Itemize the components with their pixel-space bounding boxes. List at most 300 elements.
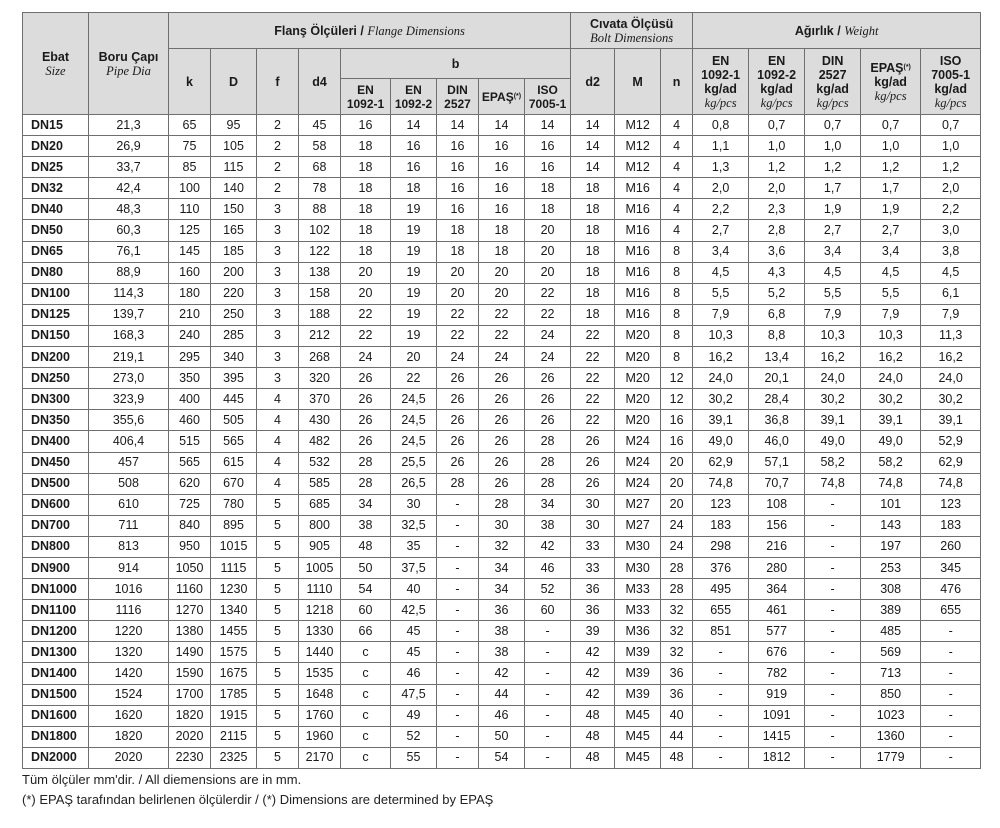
table-cell: 18: [341, 157, 391, 178]
table-cell: 123: [693, 494, 749, 515]
table-cell: 670: [211, 473, 257, 494]
table-cell: 36: [479, 600, 525, 621]
table-cell: 1820: [169, 705, 211, 726]
header-f: f: [257, 49, 299, 115]
table-cell: 95: [211, 115, 257, 136]
note-epas: (*) EPAŞ tarafından belirlenen ölçülerdir / (*) Dimensions are determined by EPAŞ: [22, 792, 494, 807]
table-cell: 19: [391, 304, 437, 325]
table-cell: 7,9: [693, 304, 749, 325]
table-cell: 24: [525, 347, 571, 368]
table-cell: 5: [257, 557, 299, 578]
table-cell: 60: [341, 600, 391, 621]
table-row: [23, 283, 981, 304]
table-row: [23, 178, 981, 199]
table-cell: 460: [169, 410, 211, 431]
table-row: [23, 410, 981, 431]
table-cell: 19: [391, 325, 437, 346]
table-cell: 10,3: [693, 325, 749, 346]
table-cell: 26: [341, 431, 391, 452]
table-cell: 34: [479, 579, 525, 600]
table-cell: 183: [693, 515, 749, 536]
table-cell: 156: [749, 515, 805, 536]
table-cell: 1524: [89, 684, 169, 705]
table-cell: 364: [749, 579, 805, 600]
table-cell: 210: [169, 304, 211, 325]
table-cell: 26: [437, 368, 479, 389]
table-cell: 3: [257, 347, 299, 368]
w-col-4-l1: EPAŞ: [870, 60, 904, 75]
table-cell: 32: [661, 621, 693, 642]
w-col-5-l1: ISO: [939, 53, 962, 68]
cell-size: DN300: [23, 389, 89, 410]
table-cell: 16: [479, 178, 525, 199]
table-cell: 18: [341, 178, 391, 199]
table-cell: 4: [661, 157, 693, 178]
table-cell: 16: [479, 136, 525, 157]
table-cell: M16: [615, 220, 661, 241]
table-cell: 44: [661, 726, 693, 747]
table-cell: 914: [89, 557, 169, 578]
table-cell: 3: [257, 325, 299, 346]
table-cell: 610: [89, 494, 169, 515]
table-cell: 5,5: [805, 283, 861, 304]
table-cell: 28: [661, 557, 693, 578]
table-cell: 711: [89, 515, 169, 536]
table-cell: 48: [661, 747, 693, 768]
table-cell: 24,0: [805, 368, 861, 389]
table-cell: 1779: [861, 747, 921, 768]
table-cell: 42: [571, 663, 615, 684]
cell-size: DN1100: [23, 600, 89, 621]
table-cell: 5: [257, 536, 299, 557]
header-D: D: [211, 49, 257, 115]
table-cell: 16,2: [693, 347, 749, 368]
table-cell: 22: [341, 325, 391, 346]
table-cell: 18: [571, 262, 615, 283]
table-row: [23, 157, 981, 178]
header-size-tr: Ebat: [41, 49, 70, 64]
table-row: [23, 368, 981, 389]
table-cell: 8: [661, 241, 693, 262]
cell-size: DN350: [23, 410, 89, 431]
table-cell: 5: [257, 515, 299, 536]
table-cell: 7,9: [805, 304, 861, 325]
table-cell: 615: [211, 452, 257, 473]
table-cell: 1023: [861, 705, 921, 726]
table-cell: 26: [479, 473, 525, 494]
table-cell: 28: [341, 473, 391, 494]
table-cell: 655: [693, 600, 749, 621]
table-cell: -: [921, 705, 981, 726]
header-size: [23, 13, 89, 115]
table-cell: 33: [571, 557, 615, 578]
table-cell: 48: [571, 726, 615, 747]
table-cell: -: [805, 663, 861, 684]
flange-table-container: [22, 12, 980, 769]
table-cell: 1620: [89, 705, 169, 726]
table-cell: 22: [571, 410, 615, 431]
table-cell: 20: [479, 262, 525, 283]
table-cell: 24,0: [693, 368, 749, 389]
table-cell: 4,5: [693, 262, 749, 283]
header-weight-col-1: [693, 49, 749, 115]
table-row: [23, 600, 981, 621]
table-cell: 14: [479, 115, 525, 136]
table-cell: 26: [437, 452, 479, 473]
table-cell: 18: [571, 220, 615, 241]
table-cell: 76,1: [89, 241, 169, 262]
table-cell: 5: [257, 663, 299, 684]
header-d4: d4: [299, 49, 341, 115]
table-cell: -: [805, 621, 861, 642]
table-cell: -: [805, 600, 861, 621]
table-cell: 376: [693, 557, 749, 578]
table-cell: M24: [615, 452, 661, 473]
table-cell: M39: [615, 684, 661, 705]
table-cell: 26: [479, 368, 525, 389]
table-cell: 3,6: [749, 241, 805, 262]
table-cell: 12: [661, 389, 693, 410]
table-cell: 5: [257, 726, 299, 747]
table-cell: 12: [661, 368, 693, 389]
header-size-en: Size: [45, 63, 66, 78]
table-header: [23, 13, 981, 115]
table-cell: 46: [525, 557, 571, 578]
table-cell: 713: [861, 663, 921, 684]
table-cell: -: [921, 642, 981, 663]
table-cell: 1590: [169, 663, 211, 684]
table-cell: 515: [169, 431, 211, 452]
cell-size: DN800: [23, 536, 89, 557]
table-cell: 32: [661, 642, 693, 663]
table-cell: 30,2: [693, 389, 749, 410]
table-cell: -: [437, 621, 479, 642]
table-cell: M20: [615, 325, 661, 346]
table-cell: 485: [861, 621, 921, 642]
table-cell: 4,5: [921, 262, 981, 283]
table-cell: 48: [571, 705, 615, 726]
table-cell: 19: [391, 283, 437, 304]
table-cell: 70,7: [749, 473, 805, 494]
table-cell: 42: [571, 684, 615, 705]
table-row: [23, 452, 981, 473]
table-cell: -: [693, 684, 749, 705]
table-cell: 34: [341, 494, 391, 515]
table-cell: 2: [257, 157, 299, 178]
table-cell: 851: [693, 621, 749, 642]
table-cell: 19: [391, 241, 437, 262]
table-cell: 19: [391, 262, 437, 283]
table-cell: 1,0: [861, 136, 921, 157]
table-cell: 46: [479, 705, 525, 726]
table-cell: 21,3: [89, 115, 169, 136]
table-cell: 1455: [211, 621, 257, 642]
table-cell: 55: [391, 747, 437, 768]
table-cell: 1,7: [861, 178, 921, 199]
table-cell: 7,9: [921, 304, 981, 325]
header-weight-col-3: [805, 49, 861, 115]
table-cell: 30,2: [861, 389, 921, 410]
table-cell: 28: [437, 473, 479, 494]
table-cell: 26: [571, 473, 615, 494]
cell-size: DN40: [23, 199, 89, 220]
header-weight-col-2: [749, 49, 805, 115]
table-cell: 20: [437, 262, 479, 283]
table-cell: 430: [299, 410, 341, 431]
table-cell: 24,5: [391, 410, 437, 431]
table-cell: 40: [661, 705, 693, 726]
table-cell: 26: [525, 368, 571, 389]
table-cell: 188: [299, 304, 341, 325]
table-cell: 26: [571, 452, 615, 473]
table-cell: 0,8: [693, 115, 749, 136]
table-cell: -: [805, 684, 861, 705]
table-cell: 46,0: [749, 431, 805, 452]
table-cell: 22: [571, 389, 615, 410]
b-col-5-l2: 7005-1: [528, 96, 567, 111]
b-col-2-l2: 1092-2: [394, 96, 433, 111]
table-cell: 1440: [299, 642, 341, 663]
table-cell: 3,4: [693, 241, 749, 262]
table-row: [23, 515, 981, 536]
table-cell: M20: [615, 347, 661, 368]
table-cell: 2: [257, 115, 299, 136]
table-cell: 26: [341, 368, 391, 389]
table-cell: 10,3: [861, 325, 921, 346]
table-cell: 19: [391, 220, 437, 241]
cell-size: DN80: [23, 262, 89, 283]
table-cell: 1,0: [921, 136, 981, 157]
table-cell: 14: [571, 115, 615, 136]
table-cell: M45: [615, 705, 661, 726]
table-cell: 2,2: [921, 199, 981, 220]
table-cell: 1,1: [693, 136, 749, 157]
table-cell: 150: [211, 199, 257, 220]
table-cell: 216: [749, 536, 805, 557]
table-cell: 577: [749, 621, 805, 642]
table-cell: 461: [749, 600, 805, 621]
table-cell: -: [693, 642, 749, 663]
table-row: [23, 642, 981, 663]
table-cell: 1648: [299, 684, 341, 705]
table-cell: 78: [299, 178, 341, 199]
table-cell: 52: [525, 579, 571, 600]
table-cell: 16: [479, 199, 525, 220]
table-cell: 4,5: [805, 262, 861, 283]
table-cell: M16: [615, 262, 661, 283]
table-cell: 18: [341, 199, 391, 220]
table-cell: 8: [661, 325, 693, 346]
table-cell: 49: [391, 705, 437, 726]
table-cell: 8: [661, 262, 693, 283]
w-col-3-l2: 2527: [818, 67, 847, 82]
table-cell: 125: [169, 220, 211, 241]
table-cell: M39: [615, 663, 661, 684]
table-cell: 4,3: [749, 262, 805, 283]
table-cell: 295: [169, 347, 211, 368]
table-cell: 5,5: [861, 283, 921, 304]
table-cell: 50: [479, 726, 525, 747]
table-notes: [22, 770, 493, 810]
header-bolt-en: Bolt Dimensions: [590, 30, 674, 45]
table-cell: 4: [257, 431, 299, 452]
table-cell: 340: [211, 347, 257, 368]
table-cell: 782: [749, 663, 805, 684]
table-cell: 20: [391, 347, 437, 368]
table-cell: 1,0: [805, 136, 861, 157]
w-col-1-unit-en: kg/pcs: [704, 95, 737, 110]
table-row: [23, 621, 981, 642]
table-cell: 30: [391, 494, 437, 515]
table-cell: 74,8: [805, 473, 861, 494]
table-cell: 24: [341, 347, 391, 368]
table-cell: 1230: [211, 579, 257, 600]
table-cell: 39,1: [805, 410, 861, 431]
header-bolt-dimensions: [571, 13, 693, 49]
table-cell: 2,3: [749, 199, 805, 220]
table-cell: 395: [211, 368, 257, 389]
table-cell: 18: [479, 220, 525, 241]
table-cell: 2,0: [749, 178, 805, 199]
table-cell: 273,0: [89, 368, 169, 389]
cell-size: DN20: [23, 136, 89, 157]
cell-size: DN1300: [23, 642, 89, 663]
table-row: [23, 579, 981, 600]
table-cell: 44: [479, 684, 525, 705]
table-cell: 0,7: [805, 115, 861, 136]
table-cell: 42: [479, 663, 525, 684]
table-cell: 1340: [211, 600, 257, 621]
w-col-2-unit-en: kg/pcs: [760, 95, 793, 110]
table-cell: 725: [169, 494, 211, 515]
table-cell: 22: [525, 283, 571, 304]
table-cell: 74,8: [861, 473, 921, 494]
table-cell: 38: [525, 515, 571, 536]
table-cell: -: [525, 726, 571, 747]
table-cell: 16: [479, 157, 525, 178]
table-cell: 1785: [211, 684, 257, 705]
table-cell: -: [805, 705, 861, 726]
cell-size: DN15: [23, 115, 89, 136]
table-cell: 145: [169, 241, 211, 262]
table-cell: 26: [571, 431, 615, 452]
table-cell: 8,8: [749, 325, 805, 346]
table-cell: -: [525, 642, 571, 663]
w-col-1-unit: kg/ad: [704, 81, 737, 96]
table-row: [23, 262, 981, 283]
table-cell: -: [437, 579, 479, 600]
table-cell: -: [437, 684, 479, 705]
header-M: M: [615, 49, 661, 115]
table-cell: 18: [525, 178, 571, 199]
table-cell: M12: [615, 157, 661, 178]
table-cell: 685: [299, 494, 341, 515]
table-cell: -: [921, 621, 981, 642]
table-cell: 28: [341, 452, 391, 473]
table-cell: 123: [921, 494, 981, 515]
table-cell: -: [525, 663, 571, 684]
table-cell: -: [805, 642, 861, 663]
header-weight: [693, 13, 981, 49]
table-cell: -: [805, 494, 861, 515]
table-cell: 7,9: [861, 304, 921, 325]
table-cell: 250: [211, 304, 257, 325]
table-cell: 22: [437, 304, 479, 325]
table-cell: 52: [391, 726, 437, 747]
table-cell: 24: [437, 347, 479, 368]
table-cell: -: [525, 621, 571, 642]
table-cell: 183: [921, 515, 981, 536]
table-cell: 220: [211, 283, 257, 304]
header-pipe-tr: Boru Çapı: [98, 49, 159, 64]
w-col-2-unit: kg/ad: [760, 81, 793, 96]
table-cell: 5: [257, 494, 299, 515]
table-cell: 18: [437, 220, 479, 241]
table-cell: 20: [525, 241, 571, 262]
table-cell: 840: [169, 515, 211, 536]
table-cell: 253: [861, 557, 921, 578]
table-cell: 20,1: [749, 368, 805, 389]
table-cell: 68: [299, 157, 341, 178]
cell-size: DN150: [23, 325, 89, 346]
header-pipe-en: Pipe Dia: [106, 63, 151, 78]
table-cell: 1050: [169, 557, 211, 578]
table-cell: -: [805, 536, 861, 557]
table-cell: 88,9: [89, 262, 169, 283]
table-cell: 102: [299, 220, 341, 241]
w-col-5-unit: kg/ad: [934, 81, 967, 96]
table-cell: 58,2: [861, 452, 921, 473]
b-col-4-l1: EPAŞ: [481, 89, 514, 104]
table-cell: M45: [615, 726, 661, 747]
table-cell: 42,4: [89, 178, 169, 199]
table-cell: 3,8: [921, 241, 981, 262]
table-cell: 260: [921, 536, 981, 557]
table-cell: 298: [693, 536, 749, 557]
table-cell: 28: [661, 579, 693, 600]
table-cell: 0,7: [921, 115, 981, 136]
table-cell: M33: [615, 579, 661, 600]
table-cell: 6,1: [921, 283, 981, 304]
w-col-4-sup: (*): [903, 63, 911, 71]
table-cell: 8: [661, 347, 693, 368]
header-flange-tr: Flanş Ölçüleri /: [274, 23, 368, 38]
table-cell: 1,9: [861, 199, 921, 220]
table-cell: 36: [571, 600, 615, 621]
table-cell: 919: [749, 684, 805, 705]
table-cell: 62,9: [921, 452, 981, 473]
table-cell: 18: [571, 304, 615, 325]
cell-size: DN600: [23, 494, 89, 515]
header-b-col-4: [479, 79, 525, 115]
table-cell: 18: [525, 199, 571, 220]
table-cell: 4: [257, 452, 299, 473]
table-cell: 158: [299, 283, 341, 304]
table-cell: 18: [341, 136, 391, 157]
table-cell: 569: [861, 642, 921, 663]
table-cell: 115: [211, 157, 257, 178]
table-cell: 400: [169, 389, 211, 410]
table-body: [23, 115, 981, 769]
table-cell: 26: [437, 431, 479, 452]
table-cell: 3,4: [805, 241, 861, 262]
table-cell: 22: [525, 304, 571, 325]
table-cell: 36: [661, 684, 693, 705]
table-cell: 16,2: [805, 347, 861, 368]
note-units: Tüm ölçüler mm'dir. / All diemensions are in mm.: [22, 772, 302, 787]
table-cell: 45: [391, 642, 437, 663]
table-cell: 18: [341, 241, 391, 262]
